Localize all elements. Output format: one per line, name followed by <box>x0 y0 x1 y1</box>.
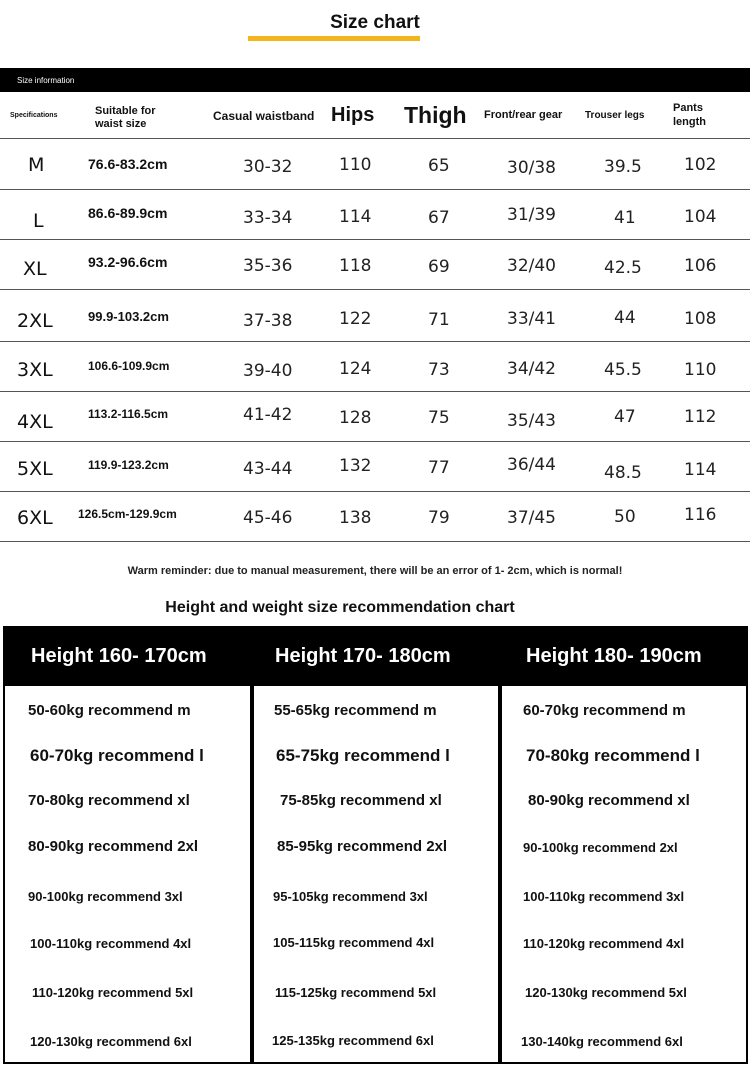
info-label: Size information <box>17 76 75 85</box>
size-waist: 93.2-96.6cm <box>88 254 168 270</box>
size-band: 30-32 <box>243 157 293 177</box>
size-hips: 138 <box>339 508 372 528</box>
size-length: 112 <box>684 407 717 427</box>
size-gear: 36/44 <box>507 455 556 475</box>
recommend-header <box>502 628 746 686</box>
recommend-item: 95-105kg recommend 3xl <box>273 889 428 904</box>
size-spec: L <box>33 210 44 232</box>
recommend-item: 50-60kg recommend m <box>28 702 191 719</box>
recommend-item: 70-80kg recommend l <box>526 746 700 765</box>
recommend-height: Height 170- 180cm <box>275 645 451 667</box>
recommend-item: 100-110kg recommend 4xl <box>30 936 192 951</box>
recommend-column-180-190 <box>500 626 748 1064</box>
size-thigh: 75 <box>428 408 450 428</box>
header-casual-waistband: Casual waistband <box>213 109 315 123</box>
header-waist-line2: waist size <box>95 118 147 130</box>
size-gear: 35/43 <box>507 411 556 431</box>
size-spec: XL <box>23 258 47 280</box>
header-thigh: Thigh <box>404 102 467 128</box>
size-hips: 132 <box>339 456 372 476</box>
recommend-item: 60-70kg recommend m <box>523 702 686 719</box>
size-hips: 128 <box>339 408 372 428</box>
title-underline <box>248 36 420 41</box>
size-row-6xl <box>0 492 750 542</box>
size-row-2xl <box>0 290 750 342</box>
size-band: 33-34 <box>243 208 293 228</box>
header-length-line2: length <box>673 116 706 128</box>
size-length: 116 <box>684 505 717 525</box>
size-hips: 118 <box>339 256 372 276</box>
recommend-item: 90-100kg recommend 3xl <box>28 889 183 904</box>
size-thigh: 67 <box>428 208 450 228</box>
size-spec: 5XL <box>17 458 53 480</box>
recommend-item: 125-135kg recommend 6xl <box>272 1033 434 1048</box>
size-length: 110 <box>684 360 717 380</box>
recommend-height: Height 160- 170cm <box>31 645 207 667</box>
size-gear: 33/41 <box>507 309 556 329</box>
size-legs: 39.5 <box>604 157 642 177</box>
size-legs: 50 <box>614 507 636 527</box>
size-length: 104 <box>684 207 717 227</box>
recommend-item: 80-90kg recommend xl <box>528 792 690 809</box>
size-waist: 106.6-109.9cm <box>88 359 170 373</box>
size-band: 39-40 <box>243 361 293 381</box>
recommend-column-170-180 <box>252 626 500 1064</box>
size-row-xl <box>0 240 750 290</box>
recommend-item: 55-65kg recommend m <box>274 702 437 719</box>
page-title: Size chart <box>330 12 420 33</box>
size-band: 41-42 <box>243 405 293 425</box>
size-waist: 113.2-116.5cm <box>88 407 169 421</box>
header-gear: Front/rear gear <box>484 109 563 121</box>
size-length: 106 <box>684 256 717 276</box>
size-row-3xl <box>0 342 750 392</box>
size-waist: 99.9-103.2cm <box>88 309 169 324</box>
size-thigh: 79 <box>428 508 450 528</box>
recommend-item: 130-140kg recommend 6xl <box>521 1034 683 1049</box>
size-thigh: 71 <box>428 310 450 330</box>
recommend-item: 100-110kg recommend 3xl <box>523 889 685 904</box>
size-row-5xl <box>0 442 750 492</box>
recommend-item: 120-130kg recommend 6xl <box>30 1034 192 1049</box>
size-legs: 41 <box>614 208 636 228</box>
size-band: 37-38 <box>243 311 293 331</box>
recommend-item: 85-95kg recommend 2xl <box>277 838 448 855</box>
recommend-item: 115-125kg recommend 5xl <box>275 985 437 1000</box>
size-legs: 48.5 <box>604 463 642 483</box>
size-table-header <box>0 92 750 139</box>
recommend-item: 65-75kg recommend l <box>276 746 450 765</box>
size-waist: 119.9-123.2cm <box>88 458 169 472</box>
size-waist: 86.6-89.9cm <box>88 205 168 221</box>
size-spec: 2XL <box>17 310 53 332</box>
size-legs: 42.5 <box>604 258 642 278</box>
recommend-item: 110-120kg recommend 4xl <box>523 936 685 951</box>
size-row-4xl <box>0 392 750 442</box>
size-hips: 122 <box>339 309 372 329</box>
recommend-item: 120-130kg recommend 5xl <box>525 985 687 1000</box>
size-length: 102 <box>684 155 717 175</box>
header-hips: Hips <box>331 104 375 126</box>
size-row-m <box>0 139 750 190</box>
size-gear: 32/40 <box>507 256 556 276</box>
recommend-item: 90-100kg recommend 2xl <box>523 840 678 855</box>
size-waist: 126.5cm-129.9cm <box>78 507 177 521</box>
size-waist: 76.6-83.2cm <box>88 156 168 172</box>
size-thigh: 73 <box>428 360 450 380</box>
header-waist-line1: Suitable for <box>95 105 156 117</box>
recommendation-title: Height and weight size recommendation chart <box>165 599 515 616</box>
size-hips: 124 <box>339 359 372 379</box>
recommend-column-160-170 <box>3 626 252 1064</box>
size-spec: 6XL <box>17 507 53 529</box>
size-band: 35-36 <box>243 256 293 276</box>
info-band <box>0 68 750 92</box>
measurement-note: Warm reminder: due to manual measurement, there will be an error of 1- 2cm, which is normal! <box>127 565 623 577</box>
size-length: 108 <box>684 309 717 329</box>
size-band: 43-44 <box>243 459 293 479</box>
size-spec: M <box>28 154 45 176</box>
recommend-item: 75-85kg recommend xl <box>280 792 442 809</box>
size-legs: 44 <box>614 308 636 328</box>
size-gear: 31/39 <box>507 205 556 225</box>
recommend-item: 80-90kg recommend 2xl <box>28 838 199 855</box>
size-legs: 47 <box>614 407 636 427</box>
header-specifications: Specifications <box>10 112 58 119</box>
recommend-header <box>5 628 250 686</box>
recommend-item: 110-120kg recommend 5xl <box>32 985 194 1000</box>
size-thigh: 65 <box>428 156 450 176</box>
recommend-item: 60-70kg recommend l <box>30 746 204 765</box>
recommend-item: 105-115kg recommend 4xl <box>273 935 435 950</box>
header-trouser-legs: Trouser legs <box>585 110 645 121</box>
size-gear: 30/38 <box>507 158 556 178</box>
size-band: 45-46 <box>243 508 293 528</box>
recommend-header <box>254 628 498 686</box>
header-length-line1: Pants <box>673 102 703 114</box>
size-spec: 3XL <box>17 359 53 381</box>
size-gear: 34/42 <box>507 359 556 379</box>
size-spec: 4XL <box>17 411 53 433</box>
size-row-l <box>0 190 750 240</box>
size-legs: 45.5 <box>604 360 642 380</box>
size-thigh: 77 <box>428 458 450 478</box>
size-thigh: 69 <box>428 257 450 277</box>
recommend-item: 70-80kg recommend xl <box>28 792 190 809</box>
size-gear: 37/45 <box>507 508 556 528</box>
size-hips: 114 <box>339 207 372 227</box>
size-hips: 110 <box>339 155 372 175</box>
size-length: 114 <box>684 460 717 480</box>
recommend-height: Height 180- 190cm <box>526 645 702 667</box>
